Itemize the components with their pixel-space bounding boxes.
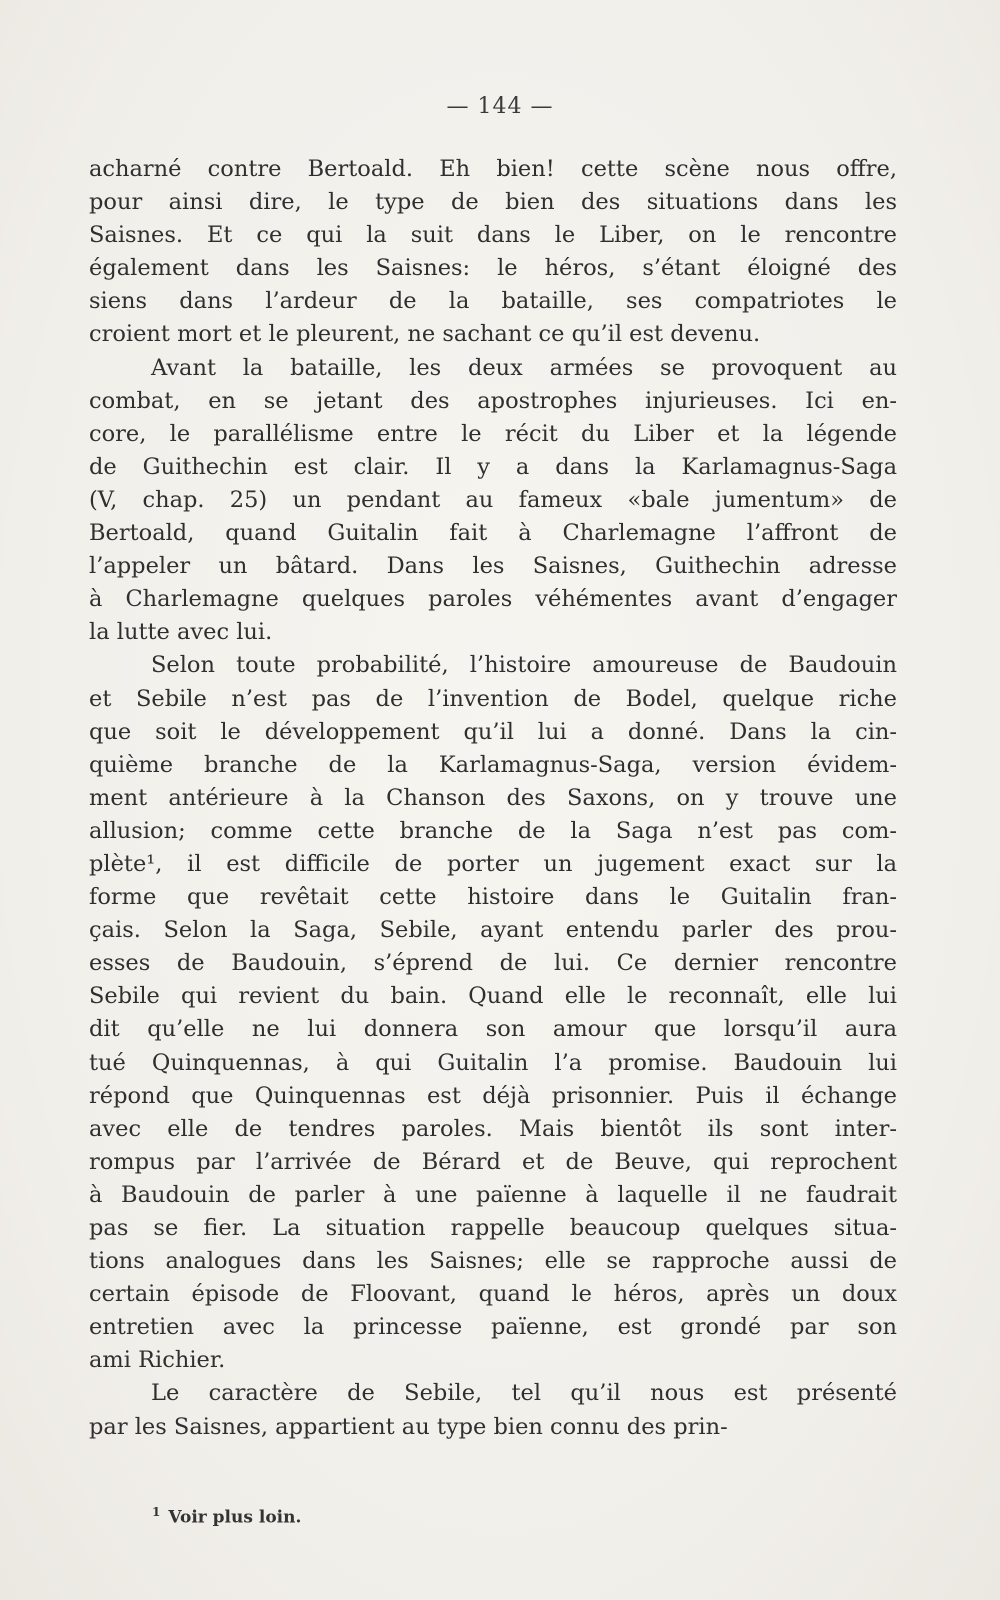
text-line: la lutte avec lui. [89, 619, 273, 646]
text-line: combat, en se jetant des apostrophes injurieuses. Ici en- [89, 387, 897, 414]
text-line: pour ainsi dire, le type de bien des situations dans les [89, 189, 897, 216]
text-line: à Charlemagne quelques paroles véhémentes avant d’engager [89, 586, 897, 613]
text-line: ami Richier. [89, 1347, 226, 1374]
text-line: également dans les Saisnes: le héros, s’étant éloigné des [89, 255, 897, 282]
text-line: core, le parallélisme entre le récit du Liber et la légende [89, 420, 897, 447]
text-line: forme que revêtait cette histoire dans le Guitalin fran- [89, 884, 897, 911]
text-line: Selon toute probabilité, l’histoire amoureuse de Baudouin [151, 652, 897, 679]
text-line: entretien avec la princesse païenne, est grondé par son [89, 1314, 897, 1341]
text-line: esses de Baudouin, s’éprend de lui. Ce dernier rencontre [89, 950, 897, 977]
text-line: certain épisode de Floovant, quand le héros, après un doux [89, 1281, 897, 1308]
text-line: que soit le développement qu’il lui a donné. Dans la cin- [89, 718, 897, 745]
text-line: avec elle de tendres paroles. Mais bientôt ils sont inter- [89, 1115, 897, 1142]
text-line: rompus par l’arrivée de Bérard et de Beuve, qui reprochent [89, 1148, 897, 1175]
text-line: et Sebile n’est pas de l’invention de Bodel, quelque riche [89, 685, 897, 712]
body-text [89, 153, 897, 1444]
text-line: tué Quinquennas, à qui Guitalin l’a promise. Baudouin lui [89, 1049, 897, 1076]
text-line: de Guithechin est clair. Il y a dans la Karlamagnus-Saga [89, 453, 897, 480]
text-line: Bertoald, quand Guitalin fait à Charlemagne l’affront de [89, 520, 897, 547]
text-line: siens dans l’ardeur de la bataille, ses compatriotes le [89, 288, 897, 315]
text-line: répond que Quinquennas est déjà prisonnier. Puis il échange [89, 1082, 897, 1109]
text-line: ment antérieure à la Chanson des Saxons, on y trouve une [89, 784, 897, 811]
footnote-text: Voir plus loin. [168, 1507, 302, 1528]
paragraph [89, 649, 897, 1377]
footnote-mark: 1 [152, 1505, 161, 1519]
paragraph [89, 1377, 897, 1443]
text-line: acharné contre Bertoald. Eh bien! cette scène nous offre, [89, 156, 897, 182]
text-line: Le caractère de Sebile, tel qu’il nous est présenté [151, 1380, 897, 1407]
text-line: par les Saisnes, appartient au type bien connu des prin- [89, 1413, 728, 1440]
text-line: (V, chap. 25) un pendant au fameux «bale jumentum» de [89, 486, 897, 513]
footnote [152, 1505, 301, 1528]
text-line: pas se fier. La situation rappelle beaucoup quelques situa- [89, 1215, 897, 1241]
text-line: dit qu’elle ne lui donnera son amour que lorsqu’il aura [89, 1016, 897, 1043]
text-line: Sebile qui revient du bain. Quand elle le reconnaît, elle lui [89, 983, 897, 1010]
text-line: plète¹, il est difficile de porter un jugement exact sur la [89, 850, 897, 877]
text-line: Avant la bataille, les deux armées se provoquent au [151, 354, 897, 381]
paragraph [89, 352, 897, 650]
text-line: tions analogues dans les Saisnes; elle se rapproche aussi de [89, 1248, 897, 1275]
text-line: Saisnes. Et ce qui la suit dans le Liber, on le rencontre [89, 222, 897, 249]
paragraph [89, 153, 897, 352]
text-line: croient mort et le pleurent, ne sachant ce qu’il est devenu. [89, 321, 761, 348]
text-line: à Baudouin de parler à une païenne à laquelle il ne faudrait [89, 1181, 897, 1208]
text-line: l’appeler un bâtard. Dans les Saisnes, Guithechin adresse [89, 553, 897, 580]
text-line: çais. Selon la Saga, Sebile, ayant entendu parler des prou- [89, 917, 897, 944]
text-line: allusion; comme cette branche de la Saga n’est pas com- [89, 817, 897, 844]
text-line: quième branche de la Karlamagnus-Saga, version évidem- [89, 751, 897, 778]
page-number: — 144 — [446, 94, 554, 119]
